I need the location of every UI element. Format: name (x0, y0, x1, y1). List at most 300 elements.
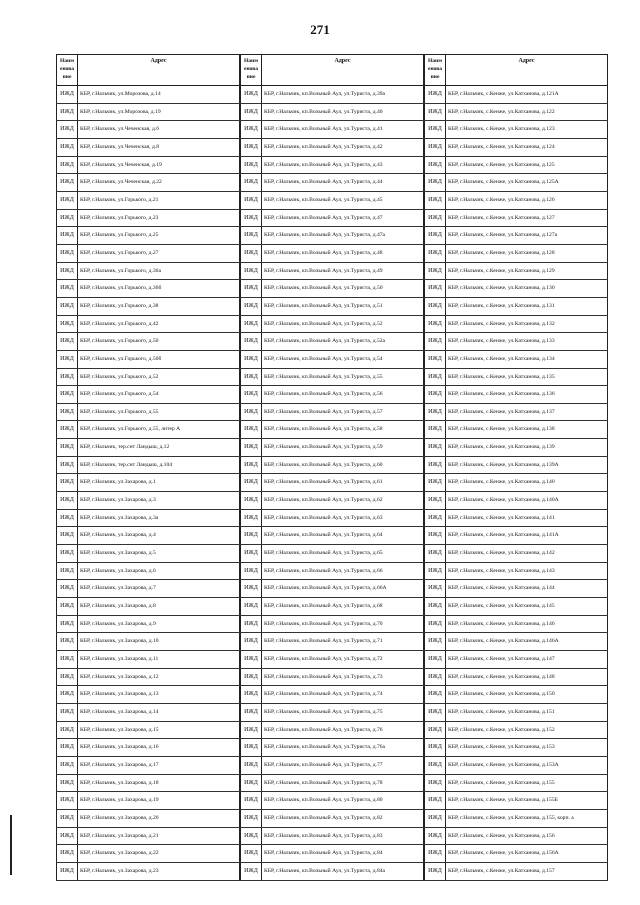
type-cell: ИЖД (56, 563, 78, 580)
type-cell: ИЖД (424, 775, 446, 792)
type-cell: ИЖД (56, 351, 78, 368)
address-cell: КБР, г.Нальчик, ул.Морозова, д.14 (78, 86, 240, 103)
type-cell: ИЖД (56, 598, 78, 615)
address-cell: КБР, г.Нальчик, ул.Захарова, д.12 (78, 669, 240, 686)
address-cell: КБР, г.Нальчик, кп.Вольный Аул, ул.Туриста, д.39а (262, 86, 424, 103)
table-row (56, 104, 240, 122)
address-cell: КБР, г.Нальчик, с.Кенже, ул.Катханова, д.143 (446, 563, 608, 580)
address-cell: КБР, г.Нальчик, ул.Захарова, д.5 (78, 545, 240, 562)
table-row (56, 280, 240, 298)
type-cell: ИЖД (56, 280, 78, 297)
type-cell: ИЖД (424, 210, 446, 227)
table-row (56, 545, 240, 563)
type-cell: ИЖД (240, 510, 262, 527)
address-cell: КБР, г.Нальчик, кп.Вольный Аул, ул.Туриста, д.64 (262, 527, 424, 544)
address-cell: КБР, г.Нальчик, с.Кенже, ул.Катханова, д.156А (446, 845, 608, 862)
address-cell: КБР, г.Нальчик, кп.Вольный Аул, ул.Туриста, д.52 (262, 316, 424, 333)
address-cell: КБР, г.Нальчик, ул.Захарова, д.20 (78, 810, 240, 827)
address-cell: КБР, г.Нальчик, кп.Вольный Аул, ул.Туриста, д.57 (262, 404, 424, 421)
table-row (56, 351, 240, 369)
type-cell: ИЖД (56, 510, 78, 527)
margin-mark (10, 815, 12, 875)
type-cell: ИЖД (424, 722, 446, 739)
page-number: 271 (310, 22, 330, 37)
type-cell: ИЖД (56, 439, 78, 456)
type-cell: ИЖД (424, 263, 446, 280)
type-cell: ИЖД (240, 369, 262, 386)
type-cell: ИЖД (240, 616, 262, 633)
type-cell: ИЖД (240, 492, 262, 509)
type-cell: ИЖД (240, 828, 262, 845)
type-cell: ИЖД (424, 474, 446, 491)
address-cell: КБР, г.Нальчик, с.Кенже, ул.Катханова, д.142 (446, 545, 608, 562)
address-cell: КБР, г.Нальчик, ул.Захарова, д.17 (78, 757, 240, 774)
type-cell: ИЖД (56, 192, 78, 209)
table-row (424, 651, 608, 669)
address-cell: КБР, г.Нальчик, ул.Захарова, д.16 (78, 739, 240, 756)
address-cell: КБР, г.Нальчик, ул.Чеченская, д.22 (78, 174, 240, 191)
type-cell: ИЖД (424, 439, 446, 456)
type-cell: ИЖД (240, 351, 262, 368)
table-row (424, 316, 608, 334)
table-row (56, 263, 240, 281)
table-row (56, 633, 240, 651)
table-row (240, 828, 424, 846)
type-cell: ИЖД (424, 492, 446, 509)
address-cell: КБР, г.Нальчик, ул.Горького, д.54 (78, 386, 240, 403)
type-cell: ИЖД (56, 828, 78, 845)
table-row (56, 192, 240, 210)
type-cell: ИЖД (56, 263, 78, 280)
table-row (240, 545, 424, 563)
address-cell: КБР, г.Нальчик, кп.Вольный Аул, ул.Туриста, д.40 (262, 104, 424, 121)
table-row (56, 792, 240, 810)
address-cell: КБР, г.Нальчик, кп.Вольный Аул, ул.Туриста, д.47 (262, 210, 424, 227)
table-row (240, 616, 424, 634)
table-row (240, 104, 424, 122)
type-cell: ИЖД (424, 121, 446, 138)
address-cell: КБР, г.Нальчик, ул.Горького, д.50б (78, 351, 240, 368)
type-cell: ИЖД (56, 792, 78, 809)
table-row (424, 192, 608, 210)
table-row (240, 580, 424, 598)
table-row (240, 669, 424, 687)
address-cell: КБР, г.Нальчик, ул.Горького, д.21 (78, 192, 240, 209)
address-cell: КБР, г.Нальчик, ул.Захарова, д.14 (78, 704, 240, 721)
address-cell: КБР, г.Нальчик, кп.Вольный Аул, ул.Туриста, д.55 (262, 369, 424, 386)
type-cell: ИЖД (240, 810, 262, 827)
type-cell: ИЖД (56, 227, 78, 244)
table-header (424, 55, 608, 86)
type-cell: ИЖД (56, 757, 78, 774)
address-cell: КБР, г.Нальчик, кп.Вольный Аул, ул.Туриста, д.45 (262, 192, 424, 209)
type-cell: ИЖД (424, 421, 446, 438)
address-cell: КБР, г.Нальчик, с.Кенже, ул.Катханова, д.155Б (446, 792, 608, 809)
address-cell: КБР, г.Нальчик, кп.Вольный Аул, ул.Туриста, д.49 (262, 263, 424, 280)
type-cell: ИЖД (240, 686, 262, 703)
table-row (240, 210, 424, 228)
table-row (424, 245, 608, 263)
address-cell: КБР, г.Нальчик, кп.Вольный Аул, ул.Туриста, д.77 (262, 757, 424, 774)
type-cell: ИЖД (424, 616, 446, 633)
address-cell: КБР, г.Нальчик, кп.Вольный Аул, ул.Туриста, д.71 (262, 633, 424, 650)
type-cell: ИЖД (240, 157, 262, 174)
table-row (424, 845, 608, 863)
address-cell: КБР, г.Нальчик, с.Кенже, ул.Катханова, д.140 (446, 474, 608, 491)
type-cell: ИЖД (424, 757, 446, 774)
address-cell: КБР, г.Нальчик, кп.Вольный Аул, ул.Туриста, д.78 (262, 775, 424, 792)
type-cell: ИЖД (424, 545, 446, 562)
table-row (424, 775, 608, 793)
table-row (56, 457, 240, 475)
address-cell: КБР, г.Нальчик, ул.Захарова, д.6 (78, 563, 240, 580)
address-cell: КБР, г.Нальчик, с.Кенже, ул.Катханова, д.127 (446, 210, 608, 227)
table-row (56, 722, 240, 740)
table-row (424, 828, 608, 846)
type-cell: ИЖД (240, 722, 262, 739)
address-cell: КБР, г.Нальчик, ул.Захарова, д.19 (78, 792, 240, 809)
table-row (240, 722, 424, 740)
table-row (56, 510, 240, 528)
address-cell: КБР, г.Нальчик, ул.Горького, д.36а (78, 263, 240, 280)
type-cell: ИЖД (240, 704, 262, 721)
table-row (424, 369, 608, 387)
table-row (56, 421, 240, 439)
address-cell: КБР, г.Нальчик, ул.Горького, д.27 (78, 245, 240, 262)
address-header: Адрес (78, 55, 240, 85)
address-cell: КБР, г.Нальчик, кп.Вольный Аул, ул.Туриста, д.74 (262, 686, 424, 703)
table-row (424, 810, 608, 828)
address-cell: КБР, г.Нальчик, с.Кенже, ул.Катханова, д.123 (446, 121, 608, 138)
address-cell: КБР, г.Нальчик, с.Кенже, ул.Катханова, д.152 (446, 722, 608, 739)
table-row (424, 616, 608, 634)
table-header (240, 55, 424, 86)
table-row (240, 404, 424, 422)
type-cell: ИЖД (240, 775, 262, 792)
address-cell: КБР, г.Нальчик, кп.Вольный Аул, ул.Туриста, д.63 (262, 510, 424, 527)
table-row (424, 139, 608, 157)
table-row (56, 386, 240, 404)
type-cell: ИЖД (240, 545, 262, 562)
table-row (240, 810, 424, 828)
address-cell: КБР, г.Нальчик, ул.Чеченская, д.19 (78, 157, 240, 174)
table-row (56, 86, 240, 104)
table-row (240, 245, 424, 263)
address-cell: КБР, г.Нальчик, ул.Морозова, д.19 (78, 104, 240, 121)
table-row (240, 474, 424, 492)
address-cell: КБР, г.Нальчик, ул.Захарова, д.22 (78, 845, 240, 862)
type-cell: ИЖД (240, 316, 262, 333)
table-row (424, 351, 608, 369)
type-cell: ИЖД (56, 845, 78, 862)
type-cell: ИЖД (240, 174, 262, 191)
address-cell: КБР, г.Нальчик, с.Кенже, ул.Катханова, д.137 (446, 404, 608, 421)
type-cell: ИЖД (240, 245, 262, 262)
table-row (56, 139, 240, 157)
type-cell: ИЖД (56, 369, 78, 386)
address-cell: КБР, г.Нальчик, ул.Чеченская, д.6 (78, 121, 240, 138)
type-cell: ИЖД (240, 121, 262, 138)
table-row (56, 369, 240, 387)
address-cell: КБР, г.Нальчик, тер.снт Ландыш, д.104 (78, 457, 240, 474)
address-cell: КБР, г.Нальчик, с.Кенже, ул.Катханова, д.140А (446, 492, 608, 509)
table-row (56, 492, 240, 510)
table-row (56, 810, 240, 828)
table-row (240, 369, 424, 387)
type-cell: ИЖД (240, 757, 262, 774)
address-cell: КБР, г.Нальчик, ул.Захарова, д.7 (78, 580, 240, 597)
table-row (56, 316, 240, 334)
address-cell: КБР, г.Нальчик, с.Кенже, ул.Катханова, д.126 (446, 192, 608, 209)
table-row (240, 510, 424, 528)
table-row (240, 845, 424, 863)
type-cell: ИЖД (56, 245, 78, 262)
table-row (56, 863, 240, 881)
type-cell: ИЖД (240, 192, 262, 209)
table-row (424, 474, 608, 492)
table-row (56, 686, 240, 704)
address-header: Адрес (262, 55, 424, 85)
table-row (240, 863, 424, 881)
table-row (424, 298, 608, 316)
address-cell: КБР, г.Нальчик, кп.Вольный Аул, ул.Туриста, д.59 (262, 439, 424, 456)
type-cell: ИЖД (424, 563, 446, 580)
type-cell: ИЖД (240, 580, 262, 597)
table-header (56, 55, 240, 86)
address-cell: КБР, г.Нальчик, ул.Горького, д.25 (78, 227, 240, 244)
type-cell: ИЖД (424, 739, 446, 756)
type-cell: ИЖД (240, 792, 262, 809)
table-row (56, 598, 240, 616)
type-cell: ИЖД (240, 421, 262, 438)
table-row (424, 210, 608, 228)
type-cell: ИЖД (56, 421, 78, 438)
type-cell: ИЖД (56, 157, 78, 174)
table-row (424, 545, 608, 563)
type-cell: ИЖД (424, 174, 446, 191)
table-row (240, 598, 424, 616)
address-cell: КБР, г.Нальчик, с.Кенже, ул.Катханова, д.135 (446, 369, 608, 386)
address-header: Адрес (446, 55, 608, 85)
type-cell: ИЖД (56, 492, 78, 509)
type-cell: ИЖД (424, 792, 446, 809)
address-cell: КБР, г.Нальчик, с.Кенже, ул.Катханова, д.125 (446, 157, 608, 174)
type-cell: ИЖД (56, 139, 78, 156)
table-row (240, 739, 424, 757)
address-cell: КБР, г.Нальчик, ул.Захарова, д.9 (78, 616, 240, 633)
address-cell: КБР, г.Нальчик, с.Кенже, ул.Катханова, д.121А (446, 86, 608, 103)
address-cell: КБР, г.Нальчик, кп.Вольный Аул, ул.Туриста, д.66 (262, 563, 424, 580)
table-row (240, 386, 424, 404)
type-cell: ИЖД (240, 739, 262, 756)
table-row (56, 757, 240, 775)
type-cell: ИЖД (56, 298, 78, 315)
type-cell: ИЖД (424, 157, 446, 174)
address-cell: КБР, г.Нальчик, кп.Вольный Аул, ул.Туриста, д.76 (262, 722, 424, 739)
table-row (424, 739, 608, 757)
type-cell: ИЖД (424, 828, 446, 845)
table-row (240, 775, 424, 793)
address-cell: КБР, г.Нальчик, кп.Вольный Аул, ул.Туриста, д.84а (262, 863, 424, 880)
type-cell: ИЖД (56, 633, 78, 650)
table-row (424, 386, 608, 404)
table-row (240, 492, 424, 510)
address-cell: КБР, г.Нальчик, кп.Вольный Аул, ул.Туриста, д.60 (262, 457, 424, 474)
type-cell: ИЖД (240, 298, 262, 315)
address-cell: КБР, г.Нальчик, кп.Вольный Аул, ул.Туриста, д.43 (262, 157, 424, 174)
table-row (56, 439, 240, 457)
table-row (424, 174, 608, 192)
table-row (56, 227, 240, 245)
table-row (240, 227, 424, 245)
address-cell: КБР, г.Нальчик, кп.Вольный Аул, ул.Туриста, д.48 (262, 245, 424, 262)
table-row (56, 298, 240, 316)
type-cell: ИЖД (424, 651, 446, 668)
table-row (240, 704, 424, 722)
table-row (424, 280, 608, 298)
address-cell: КБР, г.Нальчик, с.Кенже, ул.Катханова, д.141А (446, 527, 608, 544)
type-cell: ИЖД (424, 669, 446, 686)
type-cell: ИЖД (56, 457, 78, 474)
type-cell: ИЖД (424, 227, 446, 244)
table-row (240, 333, 424, 351)
type-cell: ИЖД (240, 439, 262, 456)
table-row (56, 739, 240, 757)
type-cell: ИЖД (56, 316, 78, 333)
table-row (240, 686, 424, 704)
address-cell: КБР, г.Нальчик, с.Кенже, ул.Катханова, д.157 (446, 863, 608, 880)
type-cell: ИЖД (240, 227, 262, 244)
type-cell: ИЖД (424, 280, 446, 297)
type-cell: ИЖД (424, 633, 446, 650)
type-cell: ИЖД (424, 298, 446, 315)
address-cell: КБР, г.Нальчик, кп.Вольный Аул, ул.Туриста, д.68 (262, 598, 424, 615)
address-cell: КБР, г.Нальчик, ул.Горького, д.50 (78, 333, 240, 350)
address-cell: КБР, г.Нальчик, кп.Вольный Аул, ул.Туриста, д.52а (262, 333, 424, 350)
table-row (240, 527, 424, 545)
table-row (56, 580, 240, 598)
table-row (424, 121, 608, 139)
address-cell: КБР, г.Нальчик, кп.Вольный Аул, ул.Туриста, д.80 (262, 792, 424, 809)
table-row (424, 563, 608, 581)
table-row (56, 775, 240, 793)
table-row (424, 792, 608, 810)
address-cell: КБР, г.Нальчик, ул.Захарова, д.13 (78, 686, 240, 703)
table-row (424, 157, 608, 175)
type-cell: ИЖД (56, 580, 78, 597)
type-cell: ИЖД (424, 580, 446, 597)
address-table (56, 54, 608, 881)
address-cell: КБР, г.Нальчик, кп.Вольный Аул, ул.Туриста, д.56 (262, 386, 424, 403)
address-cell: КБР, г.Нальчик, с.Кенже, ул.Катханова, д.132 (446, 316, 608, 333)
table-row (240, 86, 424, 104)
table-row (424, 421, 608, 439)
type-cell: ИЖД (240, 563, 262, 580)
type-cell: ИЖД (240, 669, 262, 686)
address-cell: КБР, г.Нальчик, кп.Вольный Аул, ул.Туриста, д.82 (262, 810, 424, 827)
table-row (424, 263, 608, 281)
address-cell: КБР, г.Нальчик, ул.Горького, д.23 (78, 210, 240, 227)
table-row (424, 704, 608, 722)
type-cell: ИЖД (56, 616, 78, 633)
address-cell: КБР, г.Нальчик, кп.Вольный Аул, ул.Туриста, д.62 (262, 492, 424, 509)
table-row (240, 563, 424, 581)
type-cell: ИЖД (240, 386, 262, 403)
address-cell: КБР, г.Нальчик, кп.Вольный Аул, ул.Туриста, д.61 (262, 474, 424, 491)
address-cell: КБР, г.Нальчик, с.Кенже, ул.Катханова, д.141 (446, 510, 608, 527)
type-cell: ИЖД (56, 810, 78, 827)
table-row (424, 633, 608, 651)
address-cell: КБР, г.Нальчик, с.Кенже, ул.Катханова, д.134 (446, 351, 608, 368)
address-cell: КБР, г.Нальчик, кп.Вольный Аул, ул.Туриста, д.50 (262, 280, 424, 297)
address-cell: КБР, г.Нальчик, с.Кенже, ул.Катханова, д.133 (446, 333, 608, 350)
address-cell: КБР, г.Нальчик, кп.Вольный Аул, ул.Туриста, д.75 (262, 704, 424, 721)
type-cell: ИЖД (56, 527, 78, 544)
type-cell: ИЖД (56, 86, 78, 103)
type-cell: ИЖД (424, 369, 446, 386)
type-cell: ИЖД (240, 263, 262, 280)
address-cell: КБР, г.Нальчик, ул.Горького, д.55 (78, 404, 240, 421)
type-cell: ИЖД (56, 545, 78, 562)
address-cell: КБР, г.Нальчик, ул.Захарова, д.11 (78, 651, 240, 668)
address-cell: КБР, г.Нальчик, ул.Захарова, д.15 (78, 722, 240, 739)
type-cell: ИЖД (424, 316, 446, 333)
type-cell: ИЖД (240, 457, 262, 474)
table-row (424, 86, 608, 104)
type-cell: ИЖД (56, 722, 78, 739)
table-row (56, 704, 240, 722)
table-column (424, 54, 608, 881)
table-row (56, 245, 240, 263)
type-cell: ИЖД (424, 351, 446, 368)
address-cell: КБР, г.Нальчик, ул.Горького, д.52 (78, 369, 240, 386)
address-cell: КБР, г.Нальчик, кп.Вольный Аул, ул.Туриста, д.42 (262, 139, 424, 156)
type-cell: ИЖД (424, 598, 446, 615)
table-column (56, 54, 240, 881)
address-cell: КБР, г.Нальчик, с.Кенже, ул.Катханова, д.156 (446, 828, 608, 845)
address-cell: КБР, г.Нальчик, тер.снт Ландыш, д.12 (78, 439, 240, 456)
table-row (56, 616, 240, 634)
table-row (240, 121, 424, 139)
table-row (240, 174, 424, 192)
address-cell: КБР, г.Нальчик, ул.Захарова, д.23 (78, 863, 240, 880)
address-cell: КБР, г.Нальчик, кп.Вольный Аул, ул.Туриста, д.54 (262, 351, 424, 368)
type-cell: ИЖД (56, 651, 78, 668)
table-row (424, 492, 608, 510)
address-cell: КБР, г.Нальчик, ул.Чеченская, д.8 (78, 139, 240, 156)
table-row (56, 157, 240, 175)
table-row (240, 263, 424, 281)
table-row (240, 457, 424, 475)
type-cell: ИЖД (56, 474, 78, 491)
address-cell: КБР, г.Нальчик, с.Кенже, ул.Катханова, д.139 (446, 439, 608, 456)
address-cell: КБР, г.Нальчик, с.Кенже, ул.Катханова, д.155, корп. а (446, 810, 608, 827)
type-cell: ИЖД (240, 404, 262, 421)
address-cell: КБР, г.Нальчик, с.Кенже, ул.Катханова, д.147 (446, 651, 608, 668)
address-cell: КБР, г.Нальчик, кп.Вольный Аул, ул.Туриста, д.41 (262, 121, 424, 138)
address-cell: КБР, г.Нальчик, с.Кенже, ул.Катханова, д.150 (446, 686, 608, 703)
table-row (424, 863, 608, 881)
table-row (424, 722, 608, 740)
table-row (56, 174, 240, 192)
address-cell: КБР, г.Нальчик, с.Кенже, ул.Катханова, д.153А (446, 757, 608, 774)
table-row (240, 351, 424, 369)
type-header: Наим енова ние (424, 55, 446, 85)
address-cell: КБР, г.Нальчик, кп.Вольный Аул, ул.Туриста, д.51 (262, 298, 424, 315)
address-cell: КБР, г.Нальчик, с.Кенже, ул.Катханова, д.146 (446, 616, 608, 633)
table-row (56, 845, 240, 863)
table-row (240, 421, 424, 439)
